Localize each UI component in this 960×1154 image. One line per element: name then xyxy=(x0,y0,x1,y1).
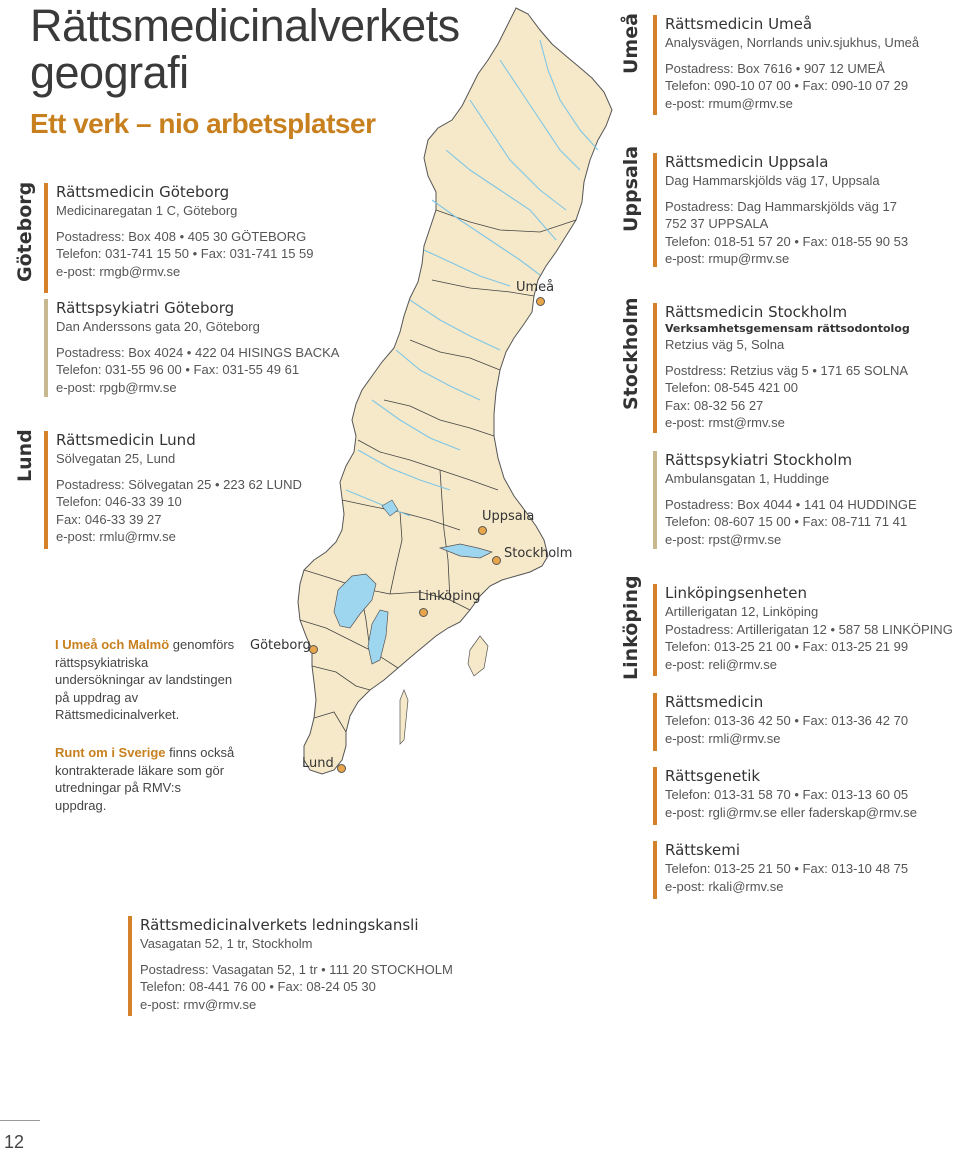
linkoping-rg-block: Rättsgenetik Telefon: 013-31 58 70 • Fax: 013-13 60 05 e-post: rgli@rmv.se eller faderskap@rmv.se xyxy=(653,767,917,821)
accent-bar xyxy=(653,153,657,267)
stockholm-rp-block: Rättspsykiatri Stockholm Ambulansgatan 1, Huddinge Postadress: Box 4044 • 141 04 HUDDINGE Telefon: 08-607 15 00 • Fax: 08-711 71 41 e-post: rpst@rmv.se xyxy=(653,451,917,548)
city-label-lund: Lund xyxy=(302,756,334,771)
city-label-stockholm: Stockholm xyxy=(504,546,573,561)
side-label-umea: Umeå xyxy=(620,13,642,74)
linkoping-rk-block: Rättskemi Telefon: 013-25 21 50 • Fax: 013-10 48 75 e-post: rkali@rmv.se xyxy=(653,841,908,895)
info-note-2: Runt om i Sverige finns också kontrakterade läkare som gör utredningar på RMV:s uppdrag. xyxy=(55,745,235,813)
page-number: 12 xyxy=(4,1132,25,1152)
umea-rm-block: Rättsmedicin Umeå Analysvägen, Norrlands univ.sjukhus, Umeå Postadress: Box 7616 • 907 12 UMEÅ Telefon: 090-10 07 00 • Fax: 090-10 07 29 e-post: rmum@rmv.se xyxy=(653,15,919,112)
accent-bar xyxy=(653,693,657,751)
accent-bar xyxy=(653,584,657,676)
accent-bar xyxy=(653,767,657,825)
lund-rm-block: Rättsmedicin Lund Sölvegatan 25, Lund Postadress: Sölvegatan 25 • 223 62 LUND Telefon: 046-33 39 10 Fax: 046-33 39 27 e-post: rmlu@rmv.se xyxy=(44,431,302,546)
accent-bar xyxy=(44,299,48,397)
island-gotland xyxy=(468,636,488,676)
island-oland xyxy=(400,690,408,744)
page-title: Rättsmedicinalverkets geografi xyxy=(30,0,460,98)
footer-rule xyxy=(0,1120,40,1121)
info-note-1: I Umeå och Malmö genomförs rättspsykiatriska undersökningar av landstingen på uppdrag av Rättsmedicinalverket. xyxy=(55,637,235,722)
side-label-lund: Lund xyxy=(14,429,36,482)
city-dot-umea xyxy=(536,297,545,306)
kansli-block: Rättsmedicinalverkets ledningskansli Vasagatan 52, 1 tr, Stockholm Postadress: Vasagatan 52, 1 tr • 111 20 STOCKHOLM Telefon: 08-441 76 00 • Fax: 08-24 05 30 e-post: rmv@rmv.se xyxy=(128,916,453,1013)
sweden-land xyxy=(298,8,612,774)
goteborg-rp-block: Rättspsykiatri Göteborg Dan Anderssons gata 20, Göteborg Postadress: Box 4024 • 422 04 HISINGS BACKA Telefon: 031-55 96 00 • Fax: 031-55 49 61 e-post: rpgb@rmv.se xyxy=(44,299,339,396)
accent-bar xyxy=(653,303,657,433)
city-label-uppsala: Uppsala xyxy=(482,509,535,524)
city-label-umea: Umeå xyxy=(516,280,555,295)
city-dot-uppsala xyxy=(478,526,487,535)
side-label-goteborg: Göteborg xyxy=(14,181,36,282)
city-label-goteborg: Göteborg xyxy=(250,638,311,653)
linkoping-rm-block: Rättsmedicin Telefon: 013-36 42 50 • Fax: 013-36 42 70 e-post: rmli@rmv.se xyxy=(653,693,908,747)
city-dot-stockholm xyxy=(492,556,501,565)
accent-bar xyxy=(653,15,657,115)
side-label-stockholm: Stockholm xyxy=(620,297,642,410)
stockholm-rm-block: Rättsmedicin Stockholm Verksamhetsgemensam rättsodontolog Retzius väg 5, Solna Postdress: Retzius väg 5 • 171 65 SOLNA Telefon: 08-545 421 00 Fax: 08-32 56 27 e-post: rmst@rmv.se xyxy=(653,303,910,432)
goteborg-rm-block: Rättsmedicin Göteborg Medicinaregatan 1 C, Göteborg Postadress: Box 408 • 405 30 GÖTEBORG Telefon: 031-741 15 50 • Fax: 031-741 15 59 e-post: rmgb@rmv.se xyxy=(44,183,314,280)
city-label-linkoping: Linköping xyxy=(418,589,481,604)
accent-bar xyxy=(653,451,657,549)
uppsala-rm-block: Rättsmedicin Uppsala Dag Hammarskjölds väg 17, Uppsala Postadress: Dag Hammarskjölds väg 17 752 37 UPPSALA Telefon: 018-51 57 20 • Fax: 018-55 90 53 e-post: rmup@rmv.se xyxy=(653,153,908,268)
accent-bar xyxy=(44,431,48,549)
accent-bar xyxy=(44,183,48,293)
city-dot-lund xyxy=(337,764,346,773)
city-dot-linkoping xyxy=(419,608,428,617)
page-subtitle: Ett verk – nio arbetsplatser xyxy=(30,108,376,139)
accent-bar xyxy=(128,916,132,1016)
accent-bar xyxy=(653,841,657,899)
side-label-uppsala: Uppsala xyxy=(620,145,642,232)
sweden-map xyxy=(290,0,620,800)
side-label-linkoping: Linköping xyxy=(620,575,642,680)
linkoping-enheten-block: Linköpingsenheten Artillerigatan 12, Linköping Postadress: Artillerigatan 12 • 587 58 LINKÖPING Telefon: 013-25 21 00 • Fax: 013-25 21 99 e-post: reli@rmv.se xyxy=(653,584,953,673)
